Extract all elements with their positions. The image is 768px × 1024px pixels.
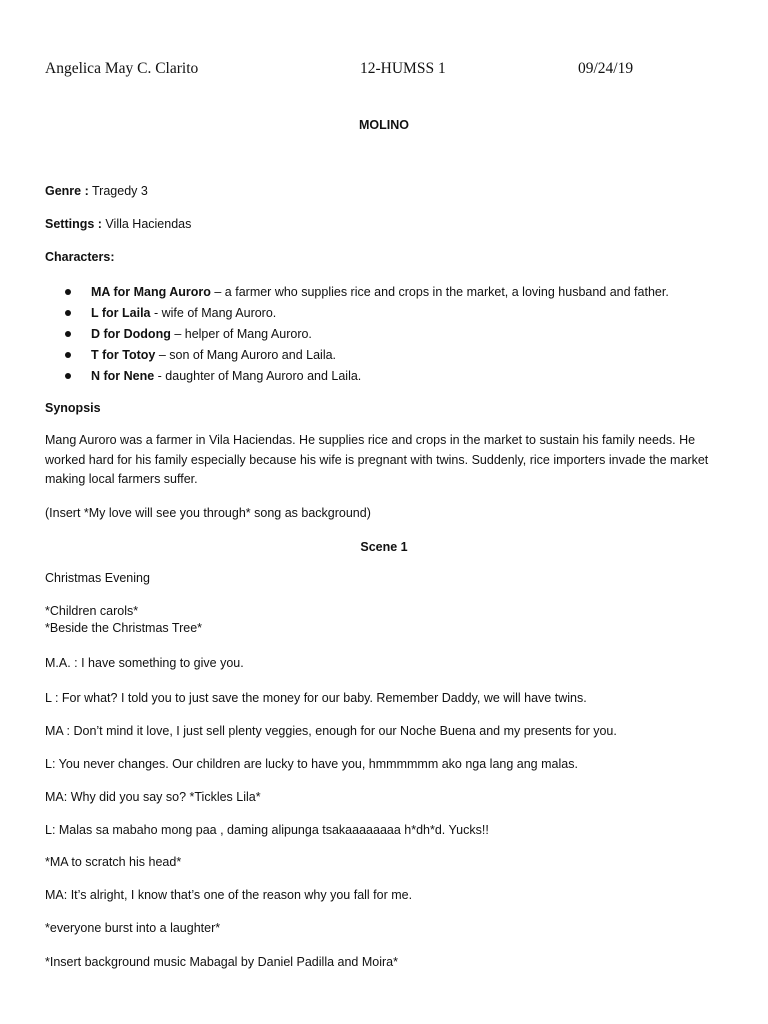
settings-label: Settings : (45, 217, 102, 231)
character-code: D for Dodong (91, 327, 171, 341)
class-section: 12-HUMSS 1 (360, 60, 446, 77)
synopsis-text: Mang Auroro was a farmer in Vila Haciendas. He supplies rice and crops in the market to sustain his family needs. He worked hard for his family especially because his wife is pregnant with twins. Suddenly, rice importers invade the market making local farmers suffer. (45, 433, 709, 486)
list-item (65, 284, 669, 305)
dialogue-line: L: Malas sa mabaho mong paa , daming alipunga tsakaaaaaaaa h*dh*d. Yucks!! (45, 823, 489, 837)
character-desc: – son of Mang Auroro and Laila. (155, 348, 337, 362)
dialogue-line: MA : Don’t mind it love, I just sell plenty veggies, enough for our Noche Buena and my presents for you. (45, 724, 617, 738)
stage-direction: *Children carols* (45, 604, 139, 618)
document-date: 09/24/19 (578, 60, 634, 77)
genre-value: Tragedy 3 (88, 184, 148, 198)
synopsis-heading: Synopsis (45, 401, 101, 415)
dialogue-line: L: You never changes. Our children are lucky to have you, hmmmmmm ako nga lang ang malas. (45, 757, 578, 771)
dialogue-line: MA: It’s alright, I know that’s one of the reason why you fall for me. (45, 888, 413, 902)
character-desc: - daughter of Mang Auroro and Laila. (154, 369, 362, 383)
song-note: (Insert *My love will see you through* song as background) (45, 506, 371, 520)
script-line: Christmas Evening (45, 571, 150, 585)
character-code: N for Nene (91, 369, 155, 383)
character-desc: – a farmer who supplies rice and crops in the market, a loving husband and father. (210, 285, 669, 299)
character-desc: - wife of Mang Auroro. (150, 306, 277, 320)
genre-label: Genre : (45, 184, 89, 198)
author-name: Angelica May C. Clarito (45, 60, 199, 77)
dialogue-line: M.A. : I have something to give you. (45, 656, 244, 670)
settings-line (45, 217, 191, 231)
character-code: T for Totoy (91, 348, 156, 362)
characters-heading: Characters: (45, 250, 115, 264)
document-title: MOLINO (359, 118, 409, 132)
genre-line (45, 184, 148, 198)
stage-direction: *MA to scratch his head* (45, 855, 182, 869)
list-item (65, 326, 669, 347)
scene-heading: Scene 1 (360, 540, 408, 554)
settings-value: Villa Haciendas (101, 217, 192, 231)
list-item (65, 368, 669, 389)
character-desc: – helper of Mang Auroro. (170, 327, 312, 341)
character-code: MA for Mang Auroro (91, 285, 211, 299)
character-code: L for Laila (91, 306, 151, 320)
stage-direction: *Insert background music Mabagal by Daniel Padilla and Moira* (45, 955, 398, 969)
stage-direction: *Beside the Christmas Tree* (45, 621, 203, 635)
list-item (65, 305, 669, 326)
character-list (65, 284, 669, 389)
stage-direction: *everyone burst into a laughter* (45, 921, 221, 935)
list-item (65, 347, 669, 368)
dialogue-line: L : For what? I told you to just save the money for our baby. Remember Daddy, we will have twins. (45, 691, 587, 705)
dialogue-line: MA: Why did you say so? *Tickles Lila* (45, 790, 261, 804)
